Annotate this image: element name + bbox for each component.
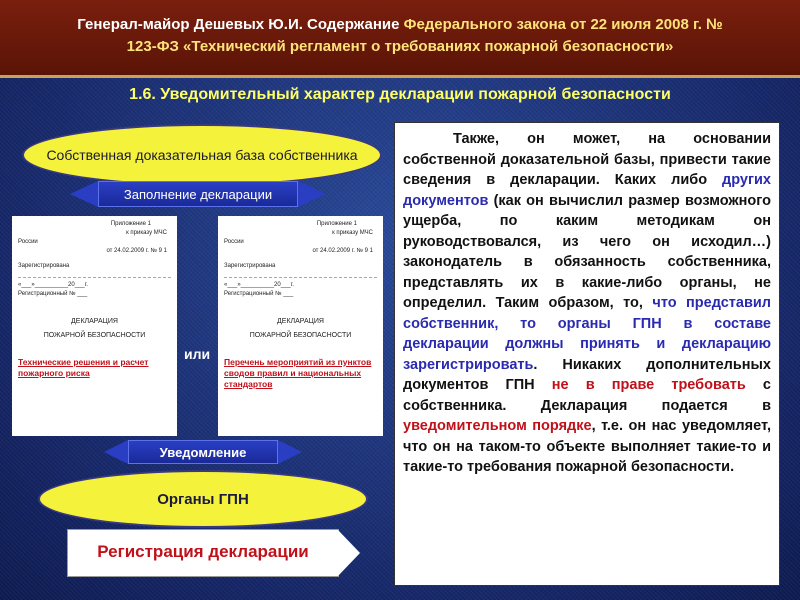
doc-date: от 24.02.2009 г. № 9 1	[312, 248, 373, 254]
doc-title	[224, 315, 377, 343]
doc-registered: Зарегистрирована	[18, 263, 70, 269]
text-part-9: , т.е. он нас уведомляет, что он на таком-то объекте выполняет такие-то и такие-то требования пожарной безопасности.	[403, 418, 771, 475]
doc-content: Технические решения и расчет пожарного риска	[18, 357, 149, 378]
declaration-doc-1	[12, 216, 177, 436]
doc-country: России	[18, 239, 38, 245]
notice-band: Уведомление	[128, 440, 278, 464]
gpn-organs-ellipse: Органы ГПН	[38, 470, 368, 528]
doc-order: к приказу МЧС	[126, 230, 167, 236]
text-part-1: Также, он может, на основании собственной доказательной базы, привести такие сведения в декларации. Каких либо	[403, 131, 771, 188]
text-part-3: (как он вычислил размер возможного ущерба, по каким методикам он руководствовался, из чего он исходил…) законодатель в обязанность собственника, представлять их в какие-либо органы, не определил. Таким образом, то,	[403, 192, 771, 311]
doc-divider	[18, 271, 171, 278]
header-law-title: 123-ФЗ «Технический регламент о требованиях пожарной безопасности»	[126, 38, 674, 55]
or-label: или	[184, 346, 211, 362]
text-other-documents: других документов	[403, 172, 771, 209]
declaration-doc-2	[218, 216, 383, 436]
notice-arrow-left-icon	[104, 440, 128, 464]
doc-registered: Зарегистрирована	[224, 263, 276, 269]
explanation-text	[394, 122, 780, 586]
doc-date-line: «___»__________20___г.	[224, 282, 294, 288]
header-law: Федерального закона от 22 июля 2008 г. №	[403, 16, 723, 33]
registration-arrow-icon	[338, 530, 360, 576]
text-notification-order: уведомительном порядке	[403, 418, 592, 434]
notice-arrow-right-icon	[278, 440, 302, 464]
doc-content: Перечень мероприятий из пунктов сводов правил и национальных стандартов	[224, 357, 372, 389]
doc-appendix: Приложение 1	[110, 221, 151, 227]
text-must-accept: что представил собственник, то органы ГПН в составе декларации должны принять и декларацию зарегистрировать	[403, 295, 772, 373]
text-not-entitled: не в праве требовать	[551, 377, 746, 393]
doc-title-1: ДЕКЛАРАЦИЯ	[277, 318, 324, 325]
header-author: Генерал-майор Дешевых Ю.И. Содержание	[77, 16, 404, 33]
doc-country: России	[224, 239, 244, 245]
slide-subtitle: 1.6. Уведомительный характер декларации пожарной безопасности	[129, 86, 671, 103]
fill-declaration-band: Заполнение декларации	[98, 181, 298, 207]
doc-title-2: ПОЖАРНОЙ БЕЗОПАСНОСТИ	[43, 332, 146, 339]
doc-date: от 24.02.2009 г. № 9 1	[106, 248, 167, 254]
text-part-7: с собственника. Декларация подается в	[403, 377, 771, 414]
band-arrow-right-icon	[298, 181, 326, 207]
doc-reg-number: Регистрационный № ___	[224, 291, 294, 297]
doc-title-1: ДЕКЛАРАЦИЯ	[71, 318, 118, 325]
band-arrow-left-icon	[70, 181, 98, 207]
evidence-base-ellipse: Собственная доказательная база собственника	[22, 124, 382, 186]
slide-header	[0, 0, 800, 78]
doc-order: к приказу МЧС	[332, 230, 373, 236]
doc-title	[18, 315, 171, 343]
doc-divider	[224, 271, 377, 278]
text-part-5: . Никаких дополнительных документов ГПН	[403, 356, 771, 393]
doc-date-line: «___»__________20___г.	[18, 282, 88, 288]
doc-title-2: ПОЖАРНОЙ БЕЗОПАСНОСТИ	[249, 332, 352, 339]
doc-reg-number: Регистрационный № ___	[18, 291, 88, 297]
registration-label: Регистрация декларации	[68, 530, 338, 576]
doc-appendix: Приложение 1	[316, 221, 357, 227]
